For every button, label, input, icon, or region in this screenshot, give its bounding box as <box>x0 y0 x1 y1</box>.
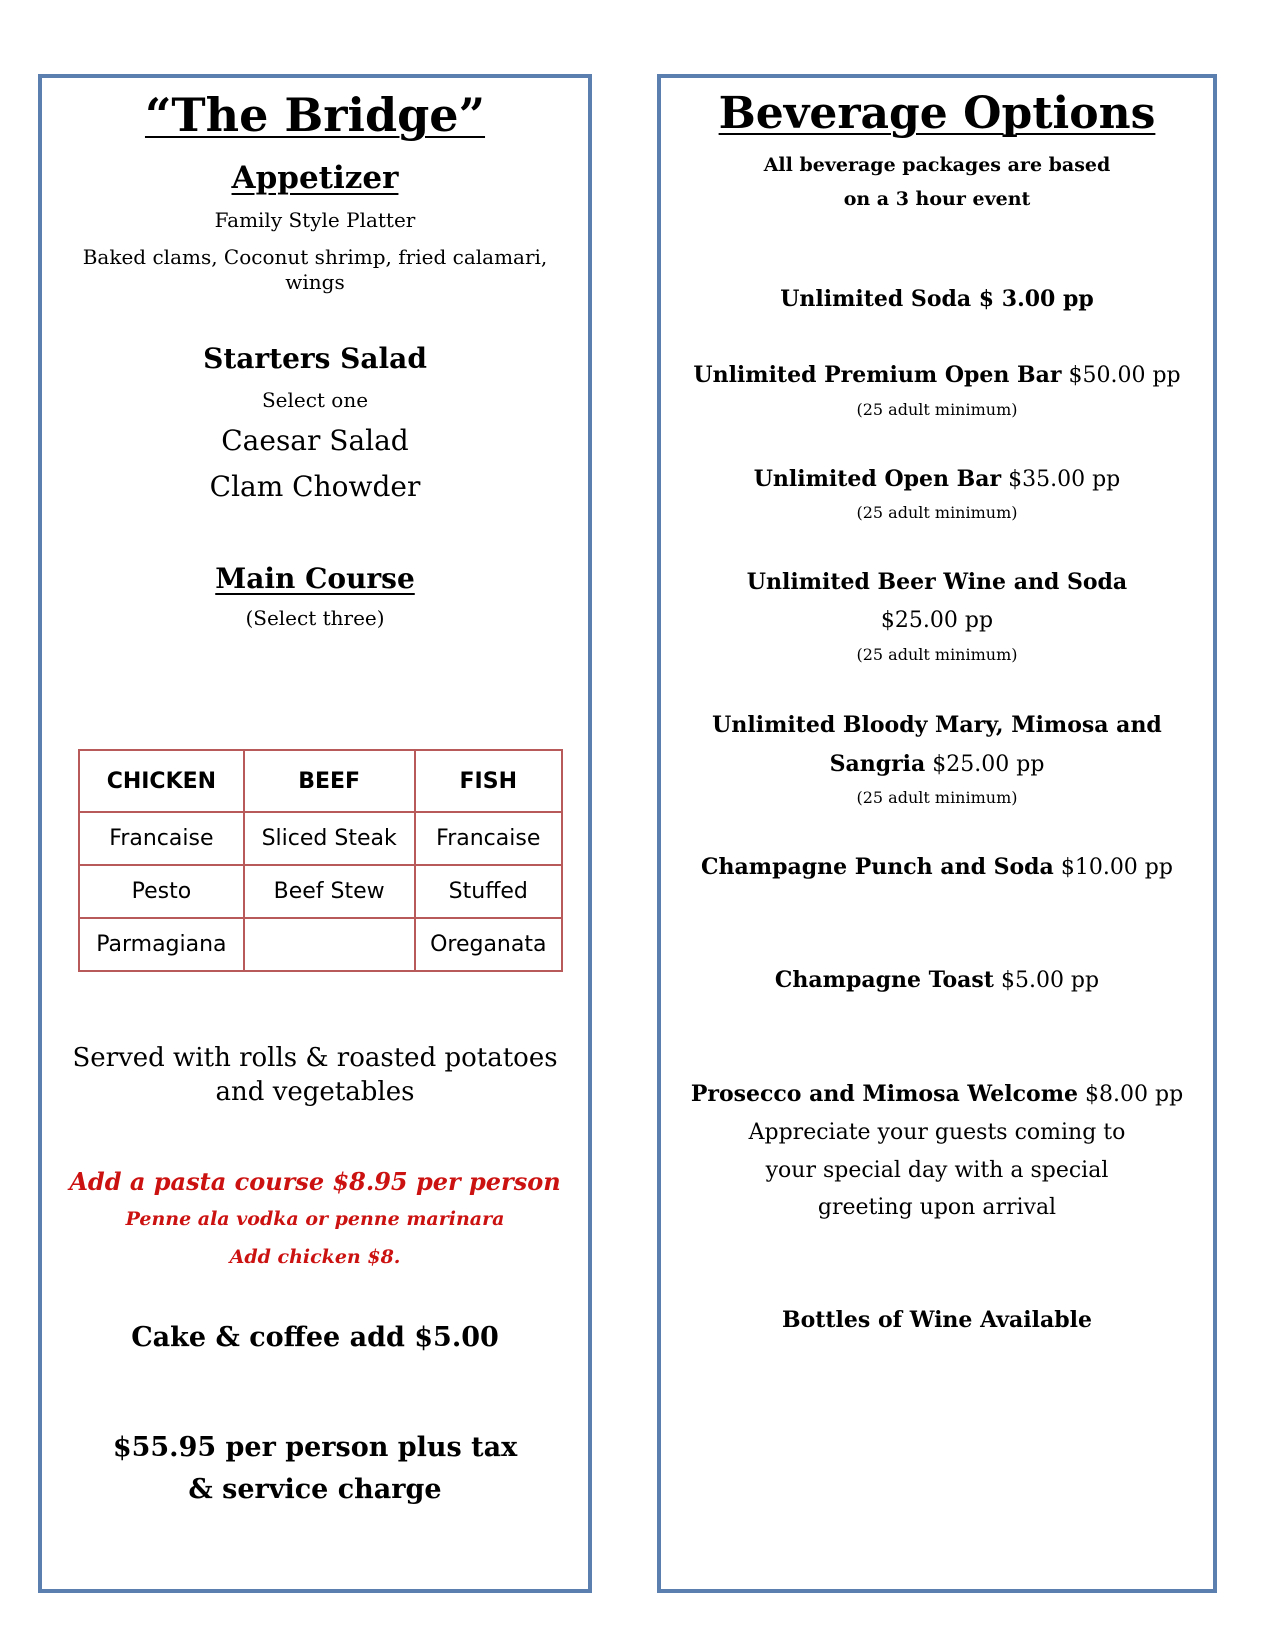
appetizer-items-line2: wings <box>285 270 345 294</box>
open-bar-note: (25 adult minimum) <box>856 503 1018 522</box>
open-bar-name: Unlimited Open Bar <box>753 466 1002 492</box>
champagne-toast <box>661 967 1213 993</box>
table-cell: Francaise <box>79 812 244 865</box>
table-cell <box>244 918 415 971</box>
table-row <box>79 812 562 865</box>
bloody-mary-name-line2: Sangria <box>829 751 926 777</box>
prosecco-desc-line3: greeting upon arrival <box>817 1195 1057 1220</box>
price-per-person-line2: & service charge <box>188 1474 442 1505</box>
wine-bottles-note: Bottles of Wine Available <box>781 1307 1093 1333</box>
starters-note: Select one <box>261 388 369 412</box>
soda-package: Unlimited Soda $ 3.00 pp <box>780 286 1094 312</box>
served-with-line1: Served with rolls & roasted potatoes <box>72 1043 558 1073</box>
champagne-punch-name: Champagne Punch and Soda <box>701 854 1054 880</box>
prosecco-welcome-name: Prosecco and Mimosa Welcome <box>690 1081 1079 1107</box>
table-cell: Pesto <box>79 865 244 918</box>
pasta-course-line2: Penne ala vodka or penne marinara <box>125 1208 505 1230</box>
prosecco-welcome-price: $8.00 pp <box>1085 1082 1184 1107</box>
prosecco-desc-line2: your special day with a special <box>765 1158 1109 1183</box>
price-per-person-line1: $55.95 per person plus tax <box>112 1432 518 1463</box>
table-header-row <box>79 750 562 812</box>
premium-open-bar <box>661 362 1213 388</box>
bloody-mary-name-line1: Unlimited Bloody Mary, Mimosa and <box>712 712 1162 738</box>
table-cell: Beef Stew <box>244 865 415 918</box>
cake-coffee-addon: Cake & coffee add $5.00 <box>131 1322 499 1353</box>
left-menu-panel <box>38 74 592 1593</box>
pasta-course-line1: Add a pasta course $8.95 per person <box>69 1167 561 1196</box>
champagne-toast-name: Champagne Toast <box>774 967 994 993</box>
champagne-toast-price: $5.00 pp <box>1000 968 1100 993</box>
champagne-punch-price: $10.00 pp <box>1060 855 1173 880</box>
table-cell: Sliced Steak <box>244 812 415 865</box>
starters-option-caesar: Caesar Salad <box>221 424 409 457</box>
starters-heading: Starters Salad <box>203 342 427 375</box>
beverage-title: Beverage Options <box>718 88 1156 139</box>
served-with-line2: and vegetables <box>215 1077 415 1107</box>
open-bar-price: $35.00 pp <box>1008 467 1121 492</box>
menu-title: “The Bridge” <box>144 88 486 142</box>
main-course-heading: Main Course <box>215 562 415 595</box>
beverage-intro-line1: All beverage packages are based <box>763 154 1111 176</box>
beverage-panel <box>657 74 1217 1593</box>
beer-wine-soda-name: Unlimited Beer Wine and Soda <box>746 569 1128 595</box>
beer-wine-soda-note: (25 adult minimum) <box>856 645 1018 664</box>
open-bar <box>661 466 1213 492</box>
appetizer-items-line1: Baked clams, Coconut shrimp, fried calamari, <box>82 245 548 269</box>
table-cell: Francaise <box>415 812 562 865</box>
bloody-mary-price: $25.00 pp <box>932 752 1045 777</box>
prosecco-desc-line1: Appreciate your guests coming to <box>748 1120 1126 1145</box>
column-header-chicken: CHICKEN <box>79 750 244 812</box>
appetizer-heading: Appetizer <box>231 160 399 196</box>
appetizer-subtitle: Family Style Platter <box>214 208 416 232</box>
champagne-punch <box>661 854 1213 880</box>
beer-wine-soda-price: $25.00 pp <box>880 608 994 633</box>
column-header-beef: BEEF <box>244 750 415 812</box>
premium-open-bar-price: $50.00 pp <box>1068 363 1181 388</box>
premium-open-bar-name: Unlimited Premium Open Bar <box>693 362 1062 388</box>
table-row <box>79 918 562 971</box>
beverage-intro-line2: on a 3 hour event <box>843 188 1031 210</box>
table-row <box>79 865 562 918</box>
premium-open-bar-note: (25 adult minimum) <box>856 400 1018 419</box>
main-course-table <box>78 749 563 972</box>
pasta-course-line3: Add chicken $8. <box>229 1246 401 1268</box>
bloody-mary-line2 <box>661 751 1213 777</box>
table-cell: Parmagiana <box>79 918 244 971</box>
main-course-note: (Select three) <box>245 606 385 630</box>
prosecco-welcome <box>661 1081 1213 1107</box>
column-header-fish: FISH <box>415 750 562 812</box>
table-cell: Oreganata <box>415 918 562 971</box>
table-cell: Stuffed <box>415 865 562 918</box>
starters-option-chowder: Clam Chowder <box>209 470 421 503</box>
bloody-mary-note: (25 adult minimum) <box>856 788 1018 807</box>
